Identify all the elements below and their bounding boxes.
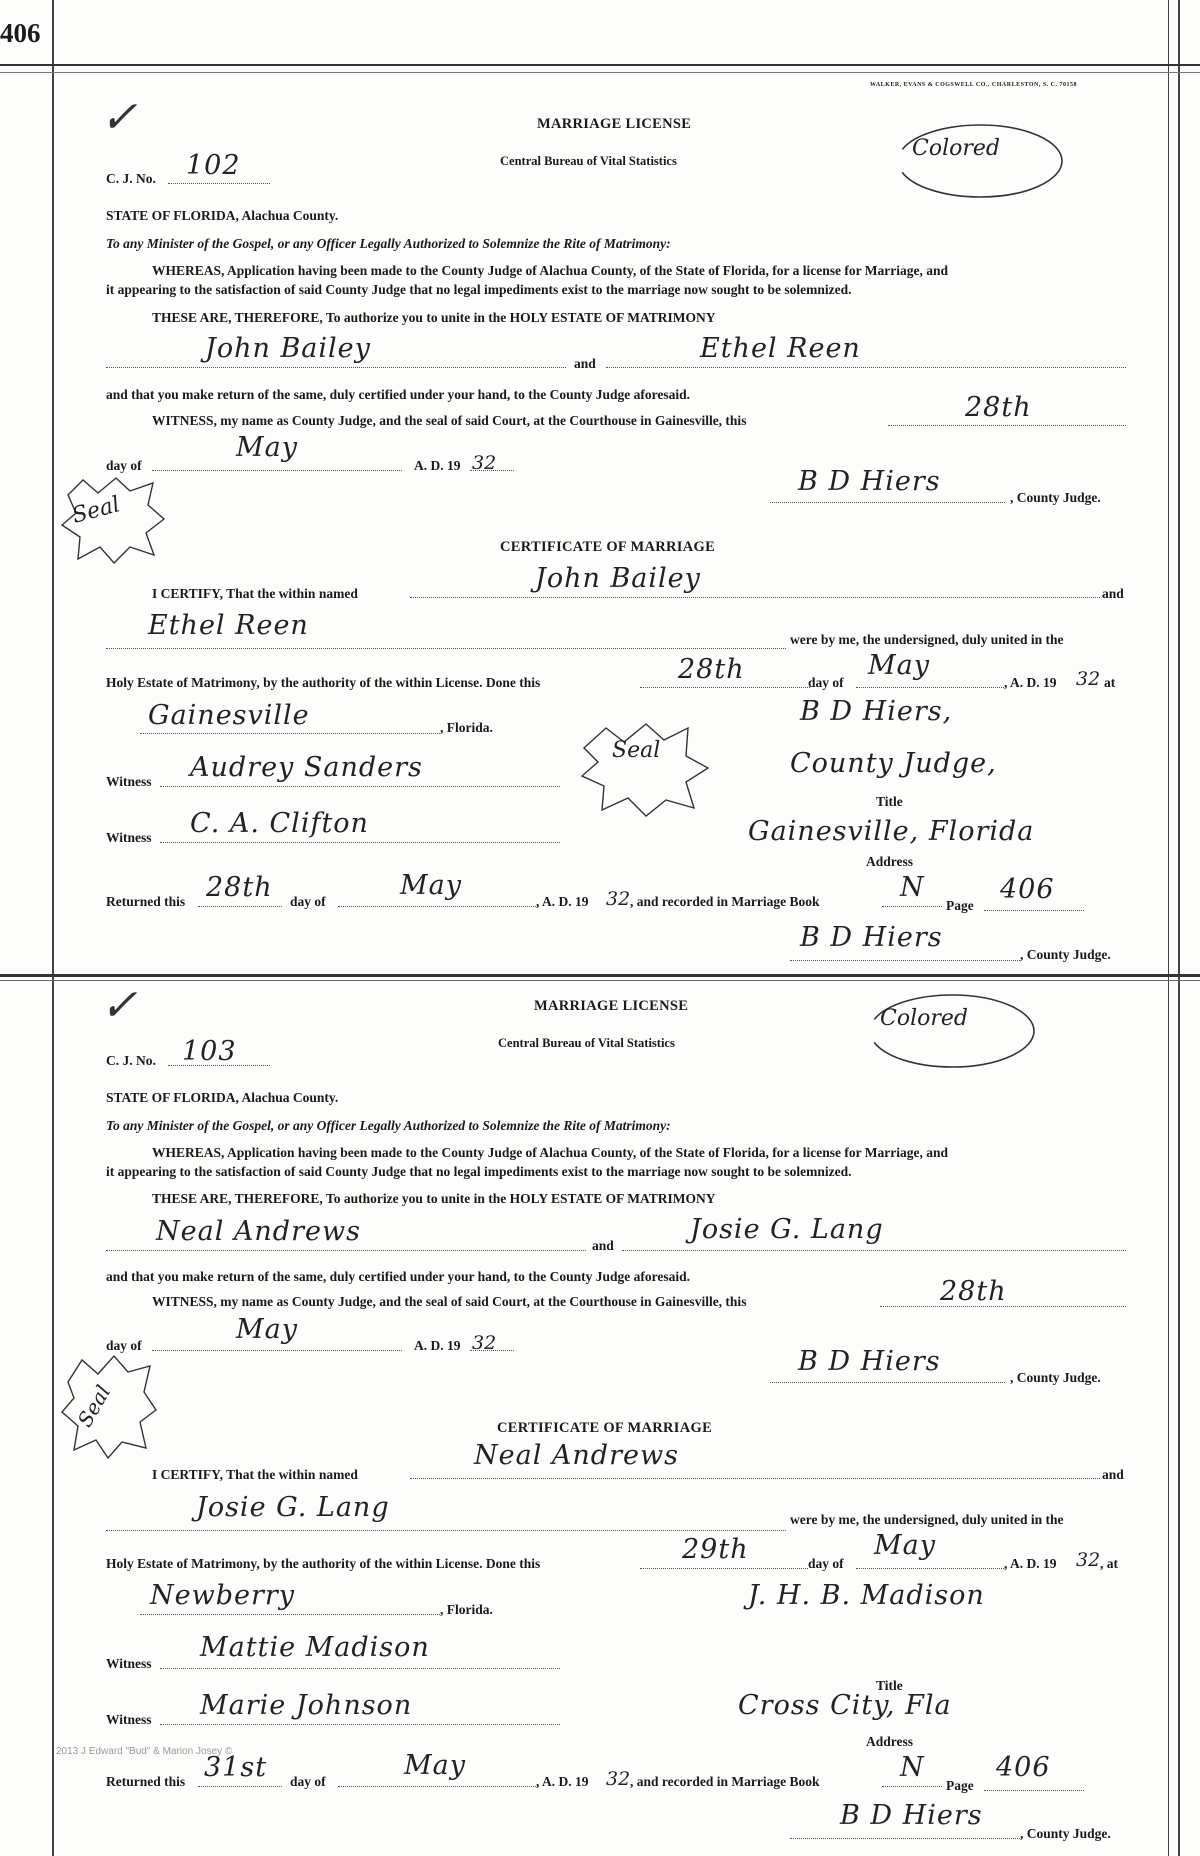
cert-name-1: John Bailey: [535, 563, 701, 594]
page-label: Page: [946, 898, 974, 913]
done-day-2: 29th: [682, 1534, 749, 1565]
witness-1-name-2: Mattie Madison: [200, 1632, 430, 1663]
returned-day-2: 31st: [204, 1752, 268, 1783]
cert-seal-text: Seal: [612, 738, 661, 763]
holy-label: Holy Estate of Matrimony, by the authority of the within License. Done this: [106, 675, 541, 690]
witness-2-name-2: Marie Johnson: [200, 1690, 413, 1721]
cert-name-1-2: Neal Andrews: [474, 1440, 679, 1471]
florida-label-2: , Florida.: [440, 1602, 493, 1617]
seal-text-2: Seal: [72, 1381, 116, 1431]
marriage-place-2: Newberry: [150, 1580, 296, 1611]
certificate-title: CERTIFICATE OF MARRIAGE: [500, 539, 716, 555]
left-margin-line: [52, 0, 54, 1856]
return-line: and that you make return of the same, duly certified under your hand, to the County Judge aforesaid.: [106, 387, 691, 402]
cj-number: 102: [186, 150, 241, 181]
these-are-line: THESE ARE, THEREFORE, To authorize you to unite in the HOLY ESTATE OF MATRIMONY: [152, 310, 716, 325]
record-page-2: 406: [996, 1752, 1051, 1783]
officiant-address-2: Cross City, Fla: [738, 1690, 952, 1721]
whereas-line-1: WHEREAS, Application having been made to the County Judge of Alachua County, of the State of Florida, for a license for Marriage, and: [152, 263, 949, 278]
cert-seal-icon: [576, 718, 716, 818]
bureau-label: Central Bureau of Vital Statistics: [500, 154, 677, 168]
check-mark-2: ✓: [97, 980, 148, 1031]
license-judge-signature-2: B D Hiers: [798, 1346, 941, 1377]
page-label-2: Page: [946, 1778, 974, 1793]
returned-day-of: day of: [290, 894, 326, 909]
bride-name-2: Josie G. Lang: [690, 1214, 884, 1245]
united-label: were by me, the undersigned, duly united in the: [790, 632, 1064, 647]
cert-ad-label: , A. D. 19: [1004, 675, 1057, 690]
colored-oval-icon-2: [862, 986, 1042, 1076]
license-title: MARRIAGE LICENSE: [537, 116, 692, 132]
returned-year-2: 32: [606, 1768, 631, 1790]
license-month: May: [236, 432, 298, 463]
state-line: STATE OF FLORIDA, Alachua County.: [106, 208, 339, 223]
witness-1-name: Audrey Sanders: [190, 752, 423, 783]
cj-number-2: 103: [182, 1036, 237, 1067]
done-year-2: 32: [1076, 1549, 1101, 1571]
done-year: 32: [1076, 668, 1101, 690]
colored-oval-icon: [890, 116, 1070, 206]
ad-label: A. D. 19: [414, 458, 461, 473]
done-day: 28th: [678, 654, 745, 685]
day-of-label-2: day of: [106, 1338, 142, 1353]
bureau-label-2: Central Bureau of Vital Statistics: [498, 1036, 675, 1050]
returned-month-2: May: [404, 1750, 466, 1781]
copyright: 2013 J Edward "Bud" & Marion Josey ©: [56, 1746, 233, 1757]
cj-label: C. J. No.: [106, 171, 156, 186]
done-month: May: [868, 650, 930, 681]
certify-label: I CERTIFY, That the within named: [152, 586, 358, 601]
record-separator: [0, 974, 1200, 977]
returned-month: May: [400, 870, 462, 901]
license-day-2: 28th: [940, 1276, 1007, 1307]
recorded-label: , and recorded in Marriage Book: [630, 894, 820, 909]
returned-ad: , A. D. 19: [536, 894, 589, 909]
book-letter-2: N: [900, 1752, 925, 1783]
day-of-label: day of: [106, 458, 142, 473]
returned-year: 32: [606, 888, 631, 910]
returned-day-of-2: day of: [290, 1774, 326, 1789]
certificate-title-2: CERTIFICATE OF MARRIAGE: [497, 1420, 713, 1436]
address-line: To any Minister of the Gospel, or any Officer Legally Authorized to Solemnize the Rite of Matrimony:: [106, 236, 671, 251]
certify-label-2: I CERTIFY, That the within named: [152, 1467, 358, 1482]
seal-icon-2: [58, 1352, 158, 1462]
page-number: 406: [0, 18, 41, 48]
officiant-address: Gainesville, Florida: [748, 816, 1035, 847]
state-line-2: STATE OF FLORIDA, Alachua County.: [106, 1090, 339, 1105]
cert-and-label: and: [1102, 586, 1124, 601]
officiant-title: County Judge,: [790, 748, 997, 779]
whereas-line-2: it appearing to the satisfaction of said County Judge that no legal impediments exist to the marriage now sought to be solemnized.: [106, 282, 852, 297]
license-month-2: May: [236, 1314, 298, 1345]
seal-text: Seal: [69, 492, 123, 529]
cert-day-of-label: day of: [808, 675, 844, 690]
cert-county-judge-label-2: , County Judge.: [1020, 1826, 1111, 1841]
county-judge-label-2: , County Judge.: [1010, 1370, 1101, 1385]
cert-county-judge-label: , County Judge.: [1020, 947, 1111, 962]
printer-line: WALKER, EVANS & COGSWELL CO., CHARLESTON, S. C. 70158: [870, 82, 1077, 88]
record-separator-2: [0, 980, 1200, 981]
address-line-2: To any Minister of the Gospel, or any Officer Legally Authorized to Solemnize the Rite of Matrimony:: [106, 1118, 671, 1133]
record-page: 406: [1000, 874, 1055, 905]
ad-label-2: A. D. 19: [414, 1338, 461, 1353]
and-label-2: and: [592, 1238, 614, 1253]
title-label-2: Title: [876, 1678, 903, 1693]
cert-name-2-2: Josie G. Lang: [196, 1492, 390, 1523]
united-label-2: were by me, the undersigned, duly united in the: [790, 1512, 1064, 1527]
cj-label-2: C. J. No.: [106, 1053, 156, 1068]
license-title-2: MARRIAGE LICENSE: [534, 998, 689, 1014]
right-margin-line-2: [1178, 0, 1180, 1856]
cert-ad-label-2: , A. D. 19: [1004, 1556, 1057, 1571]
witness-label-1: Witness: [106, 774, 152, 789]
witness-label-2: Witness: [106, 830, 152, 845]
groom-name: John Bailey: [205, 333, 371, 364]
witness-line: WITNESS, my name as County Judge, and the seal of said Court, at the Courthouse in Gainesville, this: [152, 413, 747, 428]
returned-ad-2: , A. D. 19: [536, 1774, 589, 1789]
cert-judge-signature-2: B D Hiers: [840, 1800, 983, 1831]
at-label-2: , at: [1100, 1556, 1118, 1571]
bride-name: Ethel Reen: [700, 333, 861, 364]
returned-label: Returned this: [106, 894, 186, 909]
top-rule-2: [0, 72, 1200, 73]
returned-label-2: Returned this: [106, 1774, 186, 1789]
license-day: 28th: [965, 392, 1032, 423]
cert-name-2: Ethel Reen: [148, 610, 309, 641]
groom-name-2: Neal Andrews: [156, 1216, 361, 1247]
license-year-2: 32: [472, 1332, 497, 1354]
and-label: and: [574, 356, 596, 371]
book-letter: N: [900, 872, 925, 903]
address-label-2: Address: [866, 1734, 914, 1749]
done-month-2: May: [874, 1530, 936, 1561]
check-mark: ✓: [97, 92, 148, 143]
recorded-label-2: , and recorded in Marriage Book: [630, 1774, 820, 1789]
holy-label-2: Holy Estate of Matrimony, by the authority of the within License. Done this: [106, 1556, 541, 1571]
florida-label: , Florida.: [440, 720, 493, 735]
license-year: 32: [472, 452, 497, 474]
cert-judge-signature: B D Hiers: [800, 922, 943, 953]
witness-label-2-2: Witness: [106, 1712, 152, 1727]
county-judge-label: , County Judge.: [1010, 490, 1101, 505]
witness-2-name: C. A. Clifton: [190, 808, 369, 839]
witness-label-1-2: Witness: [106, 1656, 152, 1671]
at-label: at: [1104, 675, 1116, 690]
address-label: Address: [866, 854, 914, 869]
license-judge-signature: B D Hiers: [798, 466, 941, 497]
race-note-2: Colored: [880, 1006, 968, 1031]
officiant-signature: B D Hiers,: [800, 696, 953, 727]
title-label: Title: [876, 794, 903, 809]
whereas-line-2-2: it appearing to the satisfaction of said County Judge that no legal impediments exist to the marriage now sought to be solemnized.: [106, 1164, 852, 1179]
cert-day-of-label-2: day of: [808, 1556, 844, 1571]
return-line-2: and that you make return of the same, duly certified under your hand, to the County Judge aforesaid.: [106, 1269, 691, 1284]
returned-day: 28th: [206, 872, 273, 903]
cert-and-label-2: and: [1102, 1467, 1124, 1482]
right-margin-line: [1168, 0, 1169, 1856]
race-note: Colored: [912, 136, 1000, 161]
top-rule: [0, 64, 1200, 66]
witness-line-2: WITNESS, my name as County Judge, and the seal of said Court, at the Courthouse in Gainesville, this: [152, 1294, 747, 1309]
marriage-place: Gainesville: [148, 700, 310, 731]
whereas-line-1-2: WHEREAS, Application having been made to the County Judge of Alachua County, of the State of Florida, for a license for Marriage, and: [152, 1145, 949, 1160]
these-are-line-2: THESE ARE, THEREFORE, To authorize you to unite in the HOLY ESTATE OF MATRIMONY: [152, 1191, 716, 1206]
officiant-signature-2: J. H. B. Madison: [748, 1580, 985, 1611]
